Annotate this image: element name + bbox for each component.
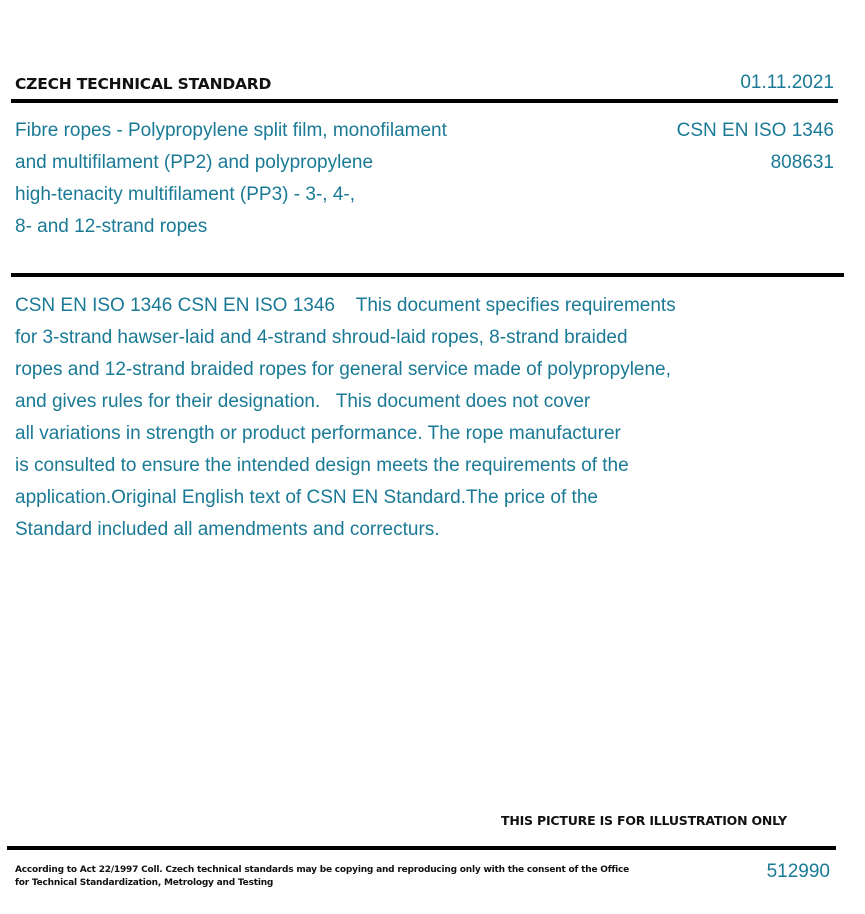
legal-notice-line: for Technical Standardization, Metrology and Testing (15, 878, 274, 888)
abstract-line: all variations in strength or product performance. The rope manufacturer (15, 423, 621, 444)
abstract-line: for 3-strand hawser-laid and 4-strand shroud-laid ropes, 8-strand braided (15, 327, 628, 348)
catalog-number: 512990 (766, 861, 830, 882)
footer-divider (7, 846, 836, 850)
header-divider (11, 99, 838, 103)
abstract-line: is consulted to ensure the intended design meets the requirements of the (15, 455, 629, 476)
standard-title-line: and multifilament (PP2) and polypropylene (15, 152, 374, 173)
abstract-text (15, 290, 815, 546)
standard-codes (677, 115, 834, 179)
legal-notice (15, 864, 630, 890)
classification-code: 808631 (770, 152, 834, 173)
standard-title-line: Fibre ropes - Polypropylene split film, monofilament (15, 120, 447, 141)
illustration-disclaimer: THIS PICTURE IS FOR ILLUSTRATION ONLY (501, 813, 787, 828)
standard-title (15, 115, 535, 243)
legal-notice-line: According to Act 22/1997 Coll. Czech technical standards may be copying and reproducing only with the consent of the Office (15, 865, 630, 875)
standard-title-line: 8- and 12-strand ropes (15, 216, 208, 237)
title-divider (11, 273, 844, 277)
document-header-title: CZECH TECHNICAL STANDARD (15, 75, 272, 93)
standard-designation: CSN EN ISO 1346 (676, 120, 834, 141)
standard-title-line: high-tenacity multifilament (PP3) - 3-, 4-, (15, 184, 356, 205)
abstract-line: Standard included all amendments and correcturs. (15, 519, 440, 540)
abstract-line: ropes and 12-strand braided ropes for general service made of polypropylene, (15, 359, 671, 380)
abstract-line: application.Original English text of CSN EN Standard.The price of the (15, 487, 598, 508)
abstract-line: and gives rules for their designation. This document does not cover (15, 391, 591, 412)
publication-date: 01.11.2021 (740, 72, 834, 93)
abstract-line: CSN EN ISO 1346 CSN EN ISO 1346 This document specifies requirements (15, 295, 676, 316)
